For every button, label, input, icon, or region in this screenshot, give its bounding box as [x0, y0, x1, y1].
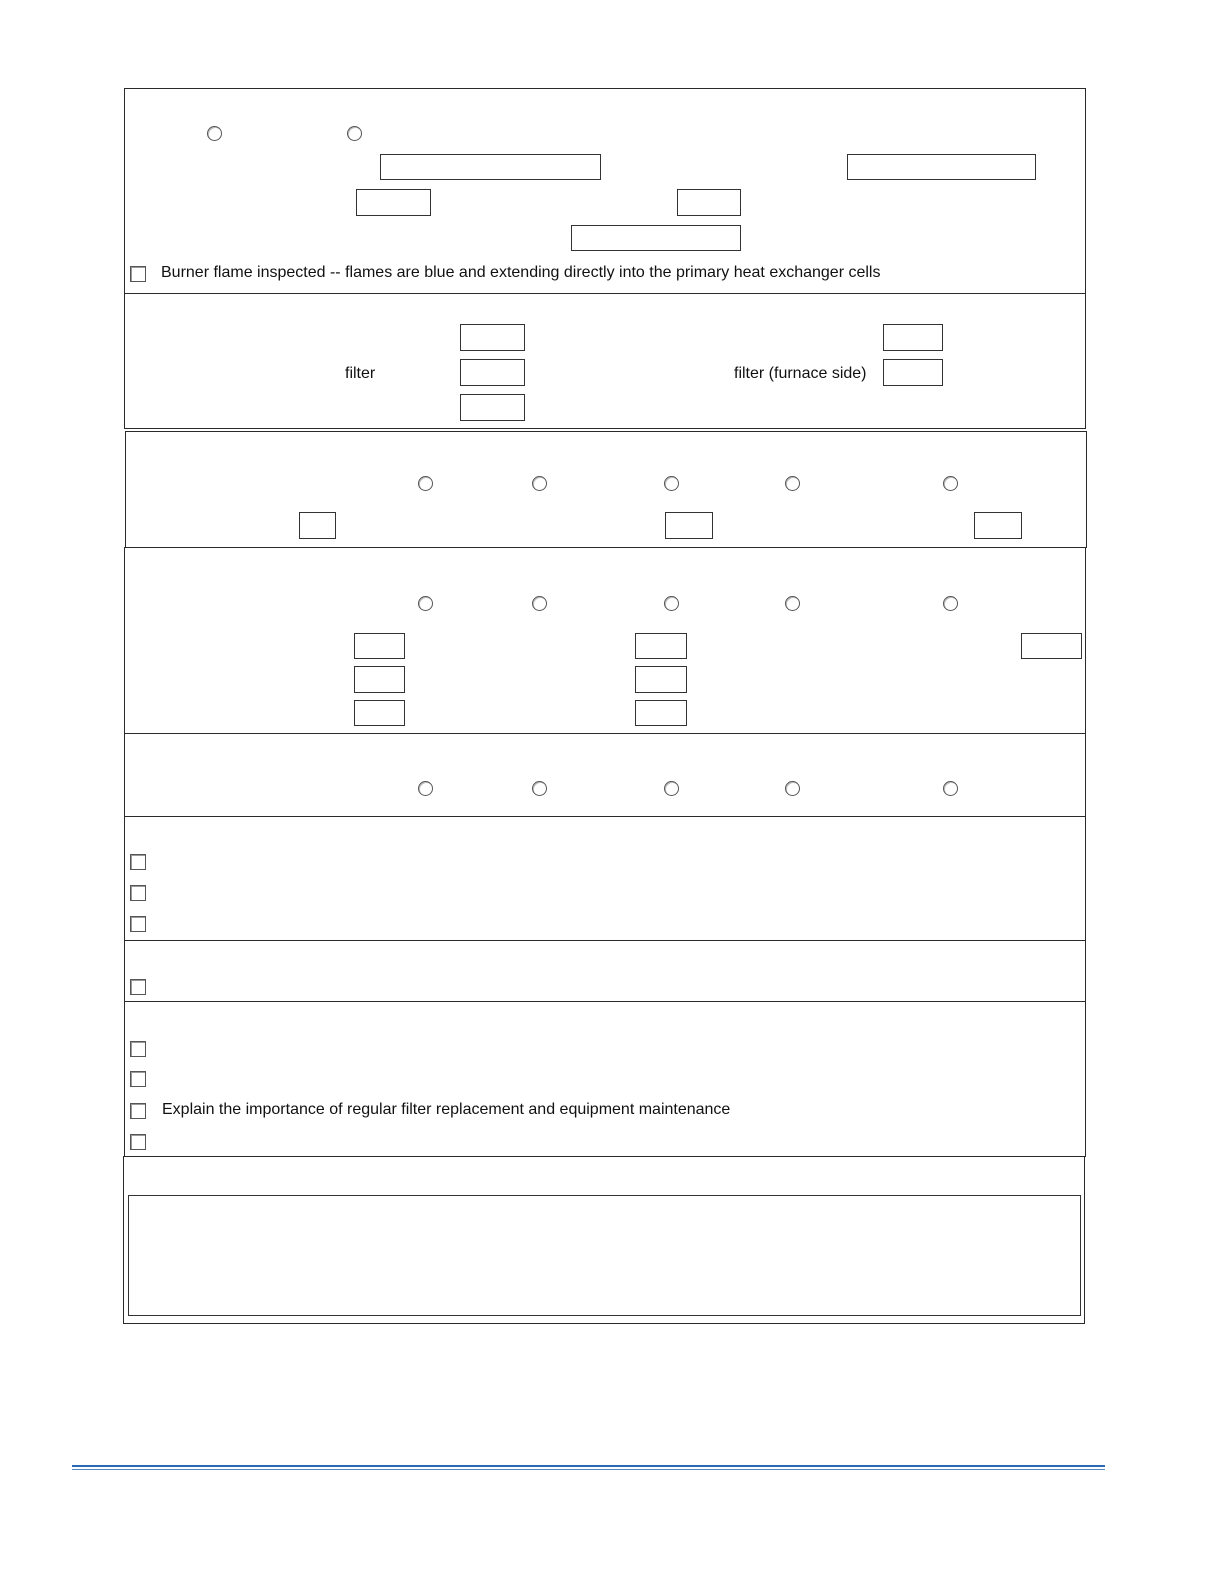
combustion-option-1-radio[interactable]: [207, 126, 222, 141]
rating-1-option-1-radio[interactable]: [418, 476, 433, 491]
rating-2-field-3a[interactable]: [354, 700, 405, 726]
rating-1-option-2-radio[interactable]: [532, 476, 547, 491]
notes-section: [123, 1156, 1085, 1324]
education-item-1-checkbox[interactable]: [130, 1041, 146, 1057]
rating-1-field-a[interactable]: [299, 512, 336, 539]
rating-2-field-2b[interactable]: [635, 666, 687, 693]
education-section: [124, 1001, 1086, 1157]
footer-rule-bottom: [72, 1469, 1105, 1470]
checklist-section-2: [124, 940, 1086, 1002]
checklist-section-1: [124, 816, 1086, 941]
rating-2-option-5-radio[interactable]: [943, 596, 958, 611]
rating-2-option-1-radio[interactable]: [418, 596, 433, 611]
filter-field-1[interactable]: [460, 324, 525, 351]
combustion-section: [124, 88, 1086, 294]
checklist-2-item-1-checkbox[interactable]: [130, 979, 146, 995]
rating-1-option-4-radio[interactable]: [785, 476, 800, 491]
burner-flame-checkbox[interactable]: [130, 266, 146, 282]
burner-flame-label: Burner flame inspected -- flames are blue and extending directly into the primary heat exchanger cells: [161, 264, 881, 281]
rating-1-option-3-radio[interactable]: [664, 476, 679, 491]
education-item-4-checkbox[interactable]: [130, 1134, 146, 1150]
rating-3-option-3-radio[interactable]: [664, 781, 679, 796]
filter-section: [124, 293, 1086, 429]
furnace-filter-field-2[interactable]: [883, 359, 943, 386]
combustion-field-d[interactable]: [677, 189, 741, 216]
combustion-field-a[interactable]: [380, 154, 601, 180]
filter-label: filter: [345, 365, 376, 382]
notes-textarea[interactable]: [128, 1195, 1081, 1316]
rating-2-option-2-radio[interactable]: [532, 596, 547, 611]
furnace-filter-field-1[interactable]: [883, 324, 943, 351]
rating-3-option-1-radio[interactable]: [418, 781, 433, 796]
rating-2-field-1b[interactable]: [635, 633, 687, 659]
filter-field-3[interactable]: [460, 394, 525, 421]
filter-maintenance-checkbox[interactable]: [130, 1103, 146, 1119]
checklist-1-item-2-checkbox[interactable]: [130, 885, 146, 901]
rating-2-field-1a[interactable]: [354, 633, 405, 659]
combustion-field-e[interactable]: [571, 225, 741, 251]
combustion-option-2-radio[interactable]: [347, 126, 362, 141]
rating-section-2: [124, 547, 1086, 734]
rating-3-option-4-radio[interactable]: [785, 781, 800, 796]
rating-1-field-c[interactable]: [974, 512, 1022, 539]
rating-3-option-5-radio[interactable]: [943, 781, 958, 796]
filter-field-2[interactable]: [460, 359, 525, 386]
education-item-2-checkbox[interactable]: [130, 1071, 146, 1087]
checklist-1-item-1-checkbox[interactable]: [130, 854, 146, 870]
rating-2-field-2a[interactable]: [354, 666, 405, 693]
rating-1-field-b[interactable]: [665, 512, 713, 539]
rating-2-option-4-radio[interactable]: [785, 596, 800, 611]
rating-1-option-5-radio[interactable]: [943, 476, 958, 491]
combustion-field-b[interactable]: [847, 154, 1036, 180]
rating-3-option-2-radio[interactable]: [532, 781, 547, 796]
rating-2-option-3-radio[interactable]: [664, 596, 679, 611]
checklist-1-item-3-checkbox[interactable]: [130, 916, 146, 932]
rating-2-field-3b[interactable]: [635, 700, 687, 726]
filter-maintenance-label: Explain the importance of regular filter replacement and equipment maintenance: [162, 1101, 731, 1118]
combustion-field-c[interactable]: [356, 189, 431, 216]
rating-2-field-1c[interactable]: [1021, 633, 1082, 659]
rating-section-3: [124, 733, 1086, 817]
footer-rule-top: [72, 1465, 1105, 1467]
filter-furnace-side-label: filter (furnace side): [734, 365, 867, 382]
rating-section-1: [125, 431, 1087, 548]
